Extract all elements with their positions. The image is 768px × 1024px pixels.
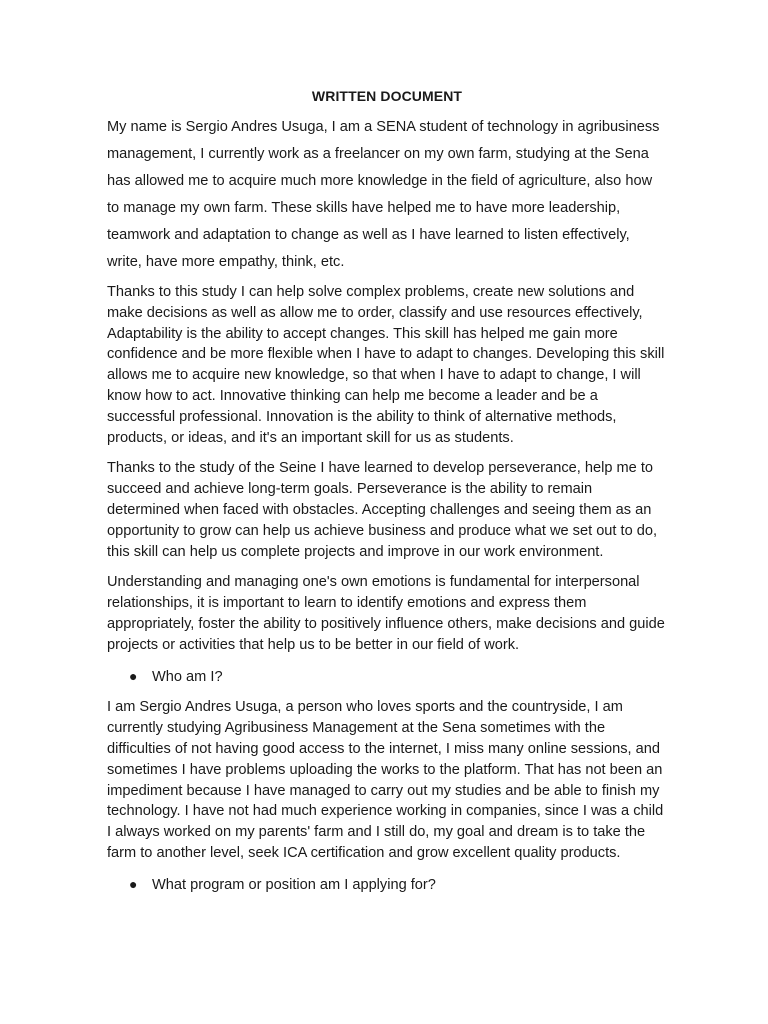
bullet-icon: ● bbox=[129, 875, 138, 892]
paragraph-skills: Thanks to this study I can help solve complex problems, create new solutions and make decisions as well as allow me to order, classify and use resources effectively, Adaptability is the ability to accept changes. This skill has helped me gain more confidence and be more flexible when I have to adapt to changes. Developing this skill allows me to acquire new knowledge, so that when I have to adapt to change, I will know how to act. Innovative thinking can help me become a leader and be a successful professional. Innovation is the ability to think of alternative methods, products, or ideas, and it's an important skill for us as students. bbox=[107, 284, 665, 446]
paragraph-perseverance: Thanks to the study of the Seine I have learned to develop perseverance, help me to succeed and achieve long-term goals. Perseverance is the ability to remain determined when faced with obstacles. Accepting challenges and seeing them as an opportunity to grow can help us achieve business and produce what we set out to do, this skill can help us complete projects and improve in our work environment. bbox=[107, 460, 658, 560]
document-page bbox=[107, 88, 667, 906]
bullet-text: Who am I? bbox=[152, 668, 223, 685]
paragraph-about-me: I am Sergio Andres Usuga, a person who loves sports and the countryside, I am currently studying Agribusiness Management at the Sena sometimes with the difficulties of not having good access to the internet, I miss many online sessions, and sometimes I have problems uploading the works to the platform. That has not been an impediment because I have managed to carry out my studies and be able to finish my technology. I have not had much experience working in companies, since I was a child I always worked on my parents' farm and I still do, my goal and dream is to take the farm to another level, seek ICA certification and grow excellent quality products. bbox=[107, 699, 664, 861]
bullet-text: What program or position am I applying for? bbox=[152, 876, 436, 893]
bullet-item-who-am-i bbox=[107, 666, 667, 688]
document-title: WRITTEN DOCUMENT bbox=[311, 88, 463, 104]
paragraph-emotions: Understanding and managing one's own emotions is fundamental for interpersonal relationships, it is important to learn to identify emotions and express them appropriately, foster the ability to positively influence others, make decisions and guide projects or activities that help us to be better in our field of work. bbox=[107, 574, 665, 653]
paragraph-introduction: My name is Sergio Andres Usuga, I am a SENA student of technology in agribusiness management, I currently work as a freelancer on my own farm, studying at the Sena has allowed me to acquire much more knowledge in the field of agriculture, also how to manage my own farm. These skills have helped me to have more leadership, teamwork and adaptation to change as well as I have learned to listen effectively, write, have more empathy, think, etc. bbox=[107, 119, 660, 270]
bullet-icon: ● bbox=[129, 667, 138, 684]
bullet-item-program-position bbox=[107, 874, 667, 896]
